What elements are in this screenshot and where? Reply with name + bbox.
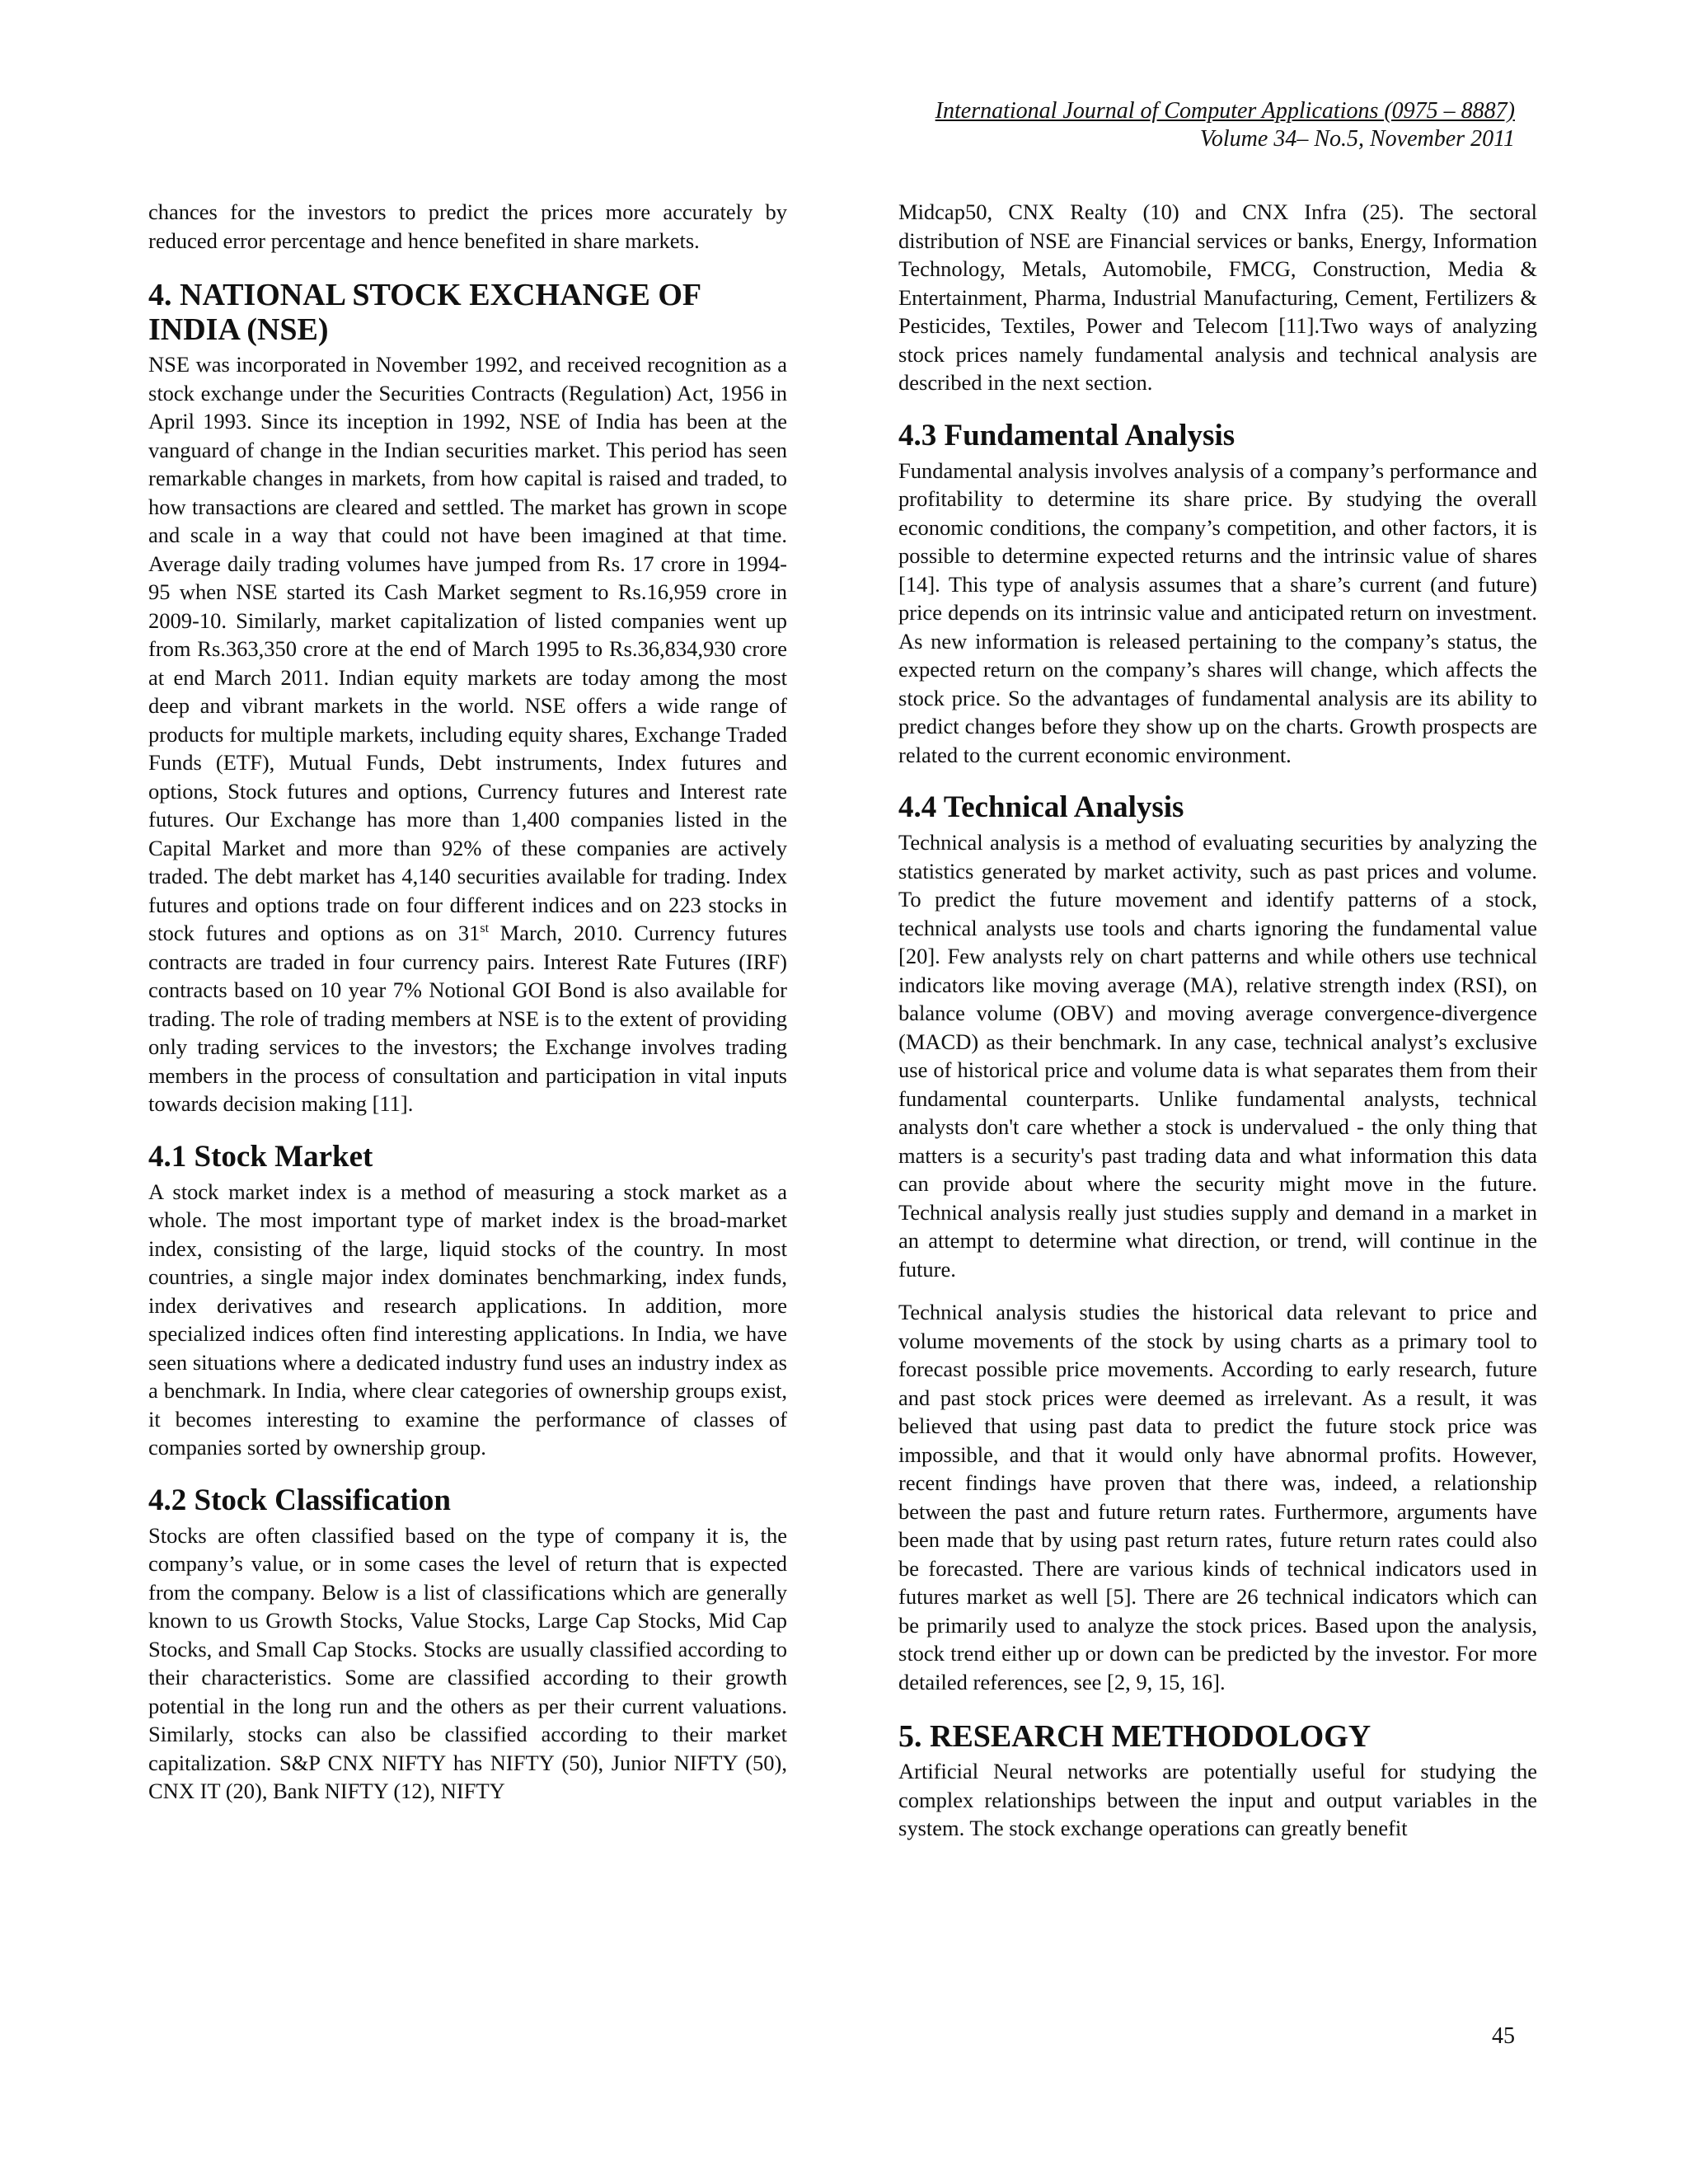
running-header xyxy=(935,97,1515,153)
section-4-2-heading: 4.2 Stock Classification xyxy=(148,1483,451,1517)
section-4-2-paragraph: Stocks are often classified based on the type of company it is, the company’s value, or in some cases the level of return that is expected from the company. Below is a list of classifications which are generally known to us Growth Stocks, Value Stocks, Large Cap Stocks, Mid Cap Stocks, and Small Cap Stocks. Stocks are usually classified according to their characteristics. Some are classified according to their growth potential in the long run and the others as per their current valuations. Similarly, stocks can also be classified according to their market capitalization. S&P CNX NIFTY has NIFTY (50), Junior NIFTY (50), CNX IT (20), Bank NIFTY (12), NIFTY xyxy=(148,1522,787,1803)
section-4-3-heading: 4.3 Fundamental Analysis xyxy=(898,418,1236,452)
section-4-paragraph xyxy=(148,350,787,1118)
section-4-1-heading: 4.1 Stock Market xyxy=(148,1139,373,1174)
intro-paragraph: chances for the investors to predict the prices more accurately by reduced error percentage and hence benefited in share markets. xyxy=(148,199,787,253)
ordinal-superscript: st xyxy=(480,921,490,936)
section-4-4-paragraph-1: Technical analysis is a method of evaluating securities by analyzing the statistics generated by market activity, such as past prices and volume. To predict the future movement and identify patterns of a stock, technical analysts use tools and charts ignoring the fundamental value [20]. Few analysts rely on chart patterns and while others use technical indicators like moving average (MA), relative strength index (RSI), on balance volume (OBV) and moving average convergence-divergence (MACD) as their benchmark. In any case, technical analyst’s exclusive use of historical price and volume data is what separates them from their fundamental counterparts. Unlike fundamental analysts, technical analysts don't care whether a stock is undervalued - the only thing that matters is a security's past trading data and what information this data can provide about where the security might move in the future. Technical analysis really just studies supply and demand in a market in an attempt to determine what direction, or trend, will continue in the future. xyxy=(898,830,1537,1282)
section-4-3-paragraph: Fundamental analysis involves analysis of a company’s performance and profitability to determine its share price. By studying the overall economic conditions, the company’s competition, and other factors, it is possible to determine expected returns and the intrinsic value of shares [14]. This type of analysis assumes that a share’s current (and future) price depends on its intrinsic value and anticipated return on investment. As new information is released pertaining to the company’s status, the expected return on the company’s shares will change, which affects the stock price. So the advantages of fundamental analysis are its ability to predict changes before they show up on the charts. Growth prospects are related to the current economic environment. xyxy=(898,457,1537,767)
right-column xyxy=(898,198,1537,1843)
volume-info: Volume 34– No.5, November 2011 xyxy=(1199,126,1515,152)
journal-title: International Journal of Computer Applications (0975 – 8887) xyxy=(935,98,1515,124)
section-5-heading: 5. RESEARCH METHODOLOGY xyxy=(898,1719,1372,1754)
section-5-paragraph: Artificial Neural networks are potentially useful for studying the complex relationships between the input and output variables in the system. The stock exchange operations can greatly benefit xyxy=(898,1759,1537,1840)
page-number: 45 xyxy=(1492,2023,1515,2049)
section-4-1-paragraph: A stock market index is a method of measuring a stock market as a whole. The most important type of market index is the broad-market index, consisting of the large, liquid stocks of the country. In most countries, a single major index dominates benchmarking, index funds, index derivatives and research applications. In addition, more specialized indices often find interesting applications. In India, we have seen situations where a dedicated industry fund uses an industry index as a benchmark. In India, where clear categories of ownership groups exist, it becomes interesting to examine the performance of classes of companies sorted by ownership group. xyxy=(148,1179,787,1460)
section-4-heading: 4. NATIONAL STOCK EXCHANGE OF INDIA (NSE) xyxy=(148,278,701,347)
continued-paragraph: Midcap50, CNX Realty (10) and CNX Infra (25). The sectoral distribution of NSE are Financial services or banks, Energy, Information Technology, Metals, Automobile, FMCG, Construction, Media & Entertainment, Pharma, Industrial Manufacturing, Cement, Fertilizers & Pesticides, Textiles, Power and Telecom [11].Two ways of analyzing stock prices namely fundamental analysis and technical analysis are described in the next section. xyxy=(898,199,1537,395)
section-4-text-b: March, 2010. Currency futures contracts are traded in four currency pairs. Interest Rate Futures (IRF) contracts based on 10 year 7% Notional GOI Bond is also available for trading. The role of trading members at NSE is to the extent of providing only trading services to the investors; the Exchange involves trading members in the process of consultation and participation in vital inputs towards decision making [11]. xyxy=(148,921,787,1116)
section-4-text-a: NSE was incorporated in November 1992, and received recognition as a stock exchange under the Securities Contracts (Regulation) Act, 1956 in April 1993. Since its inception in 1992, NSE of India has been at the vanguard of change in the Indian securities market. This period has seen remarkable changes in markets, from how capital is raised and traded, to how transactions are cleared and settled. The market has grown in scope and scale in a way that could not have been imagined at that time. Average daily trading volumes have jumped from Rs. 17 crore in 1994-95 when NSE started its Cash Market segment to Rs.16,959 crore in 2009-10. Similarly, market capitalization of listed companies went up from Rs.363,350 crore at the end of March 1995 to Rs.36,834,930 crore at end March 2011. Indian equity markets are today among the most deep and vibrant markets in the world. NSE offers a wide range of products for multiple markets, including equity shares, Exchange Traded Funds (ETF), Mutual Funds, Debt instruments, Index futures and options, Stock futures and options, Currency futures and Interest rate futures. Our Exchange has more than 1,400 companies listed in the Capital Market and more than 92% of these companies are actively traded. The debt market has 4,140 securities available for trading. Index futures and options trade on four different indices and on 223 stocks in stock futures and options as on 31 xyxy=(148,352,787,945)
section-4-4-heading: 4.4 Technical Analysis xyxy=(898,790,1184,824)
section-4-4-paragraph-2: Technical analysis studies the historical data relevant to price and volume movements of the stock by using charts as a primary tool to forecast possible price movements. According to early research, future and past stock prices were deemed as irrelevant. As a result, it was believed that using past data to predict the future stock price was impossible, and that it would only have abnormal profits. However, recent findings have proven that there was, indeed, a relationship between the past and future return rates. Furthermore, arguments have been made that by using past return rates, future return rates could also be forecasted. There are various kinds of technical indicators used in futures market as well [5]. There are 26 technical indicators which can be primarily used to analyze the stock prices. Based upon the analysis, stock trend either up or down can be predicted by the investor. For more detailed references, see [2, 9, 15, 16]. xyxy=(898,1300,1537,1694)
left-column xyxy=(148,198,787,1806)
